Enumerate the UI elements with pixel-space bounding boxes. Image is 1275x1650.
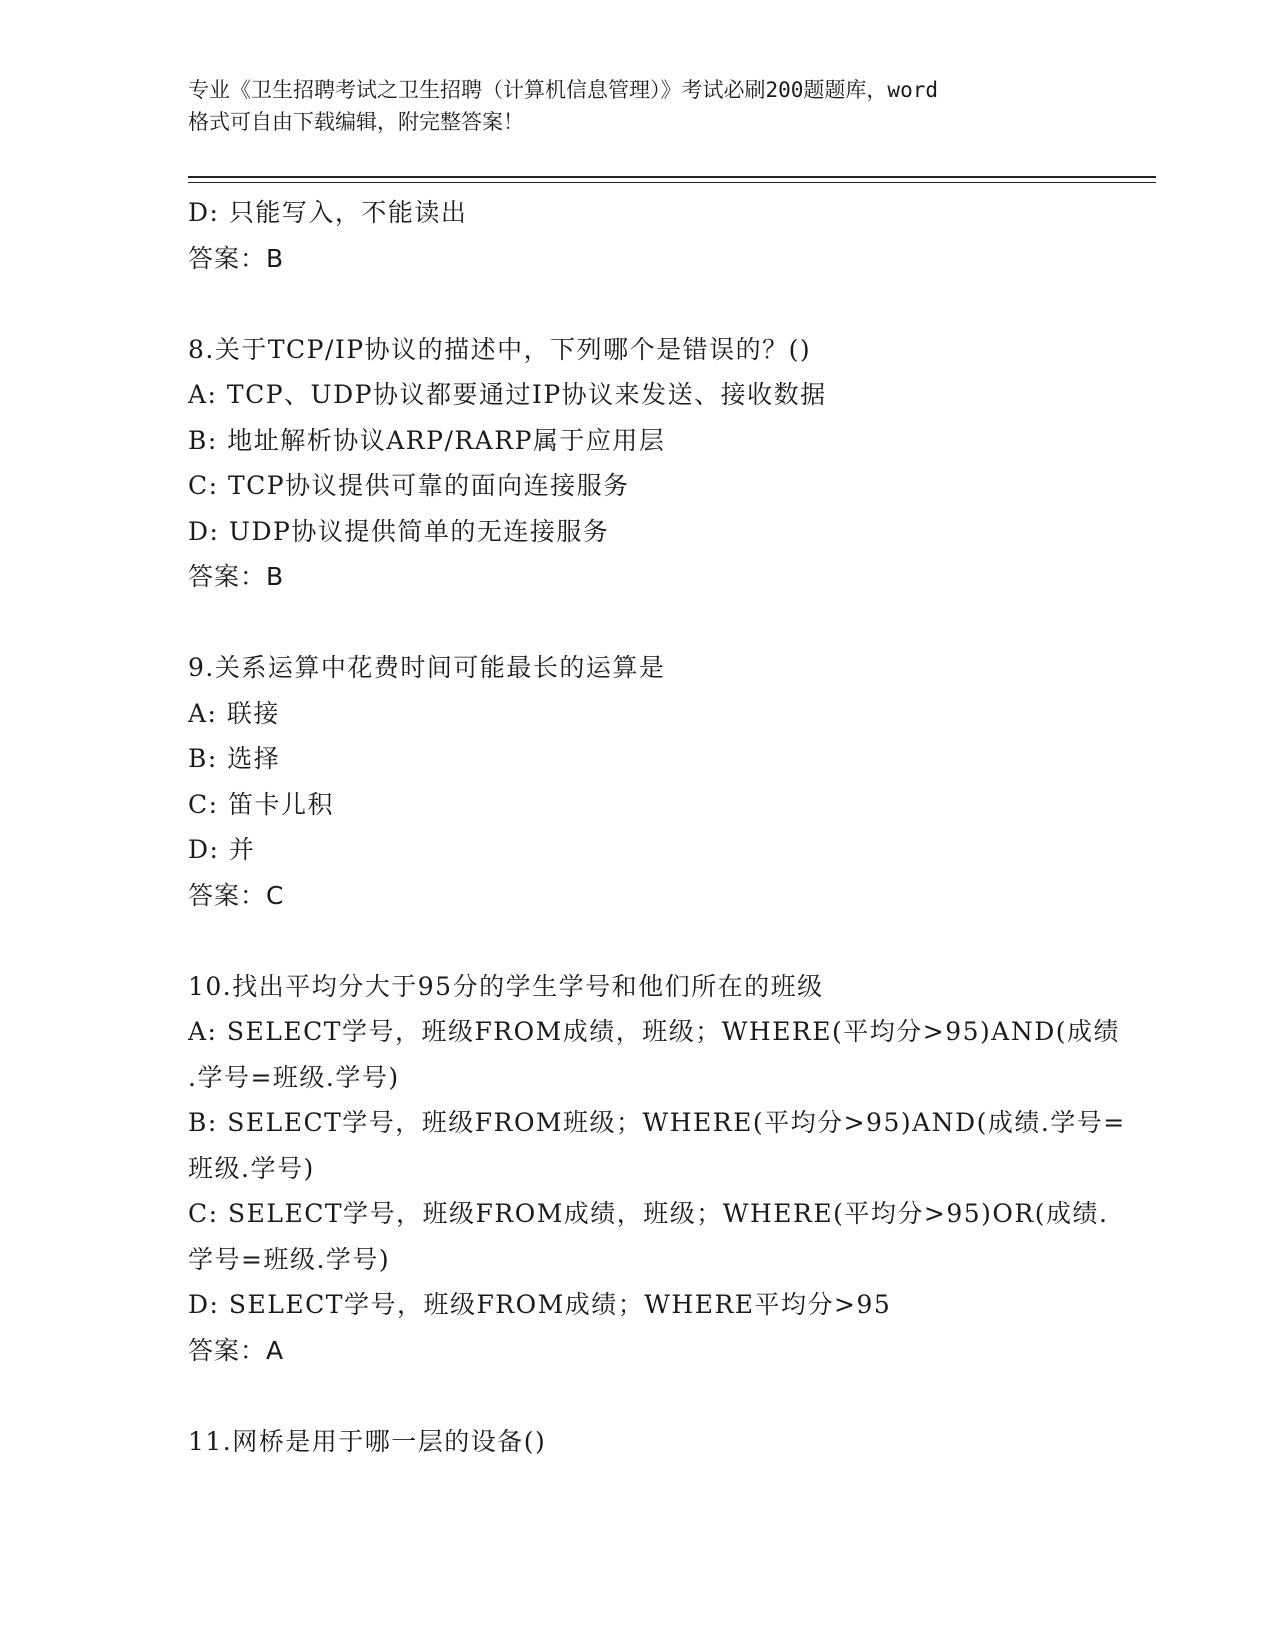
q8-option-a: A: TCP、UDP协议都要通过IP协议来发送、接收数据 [188, 380, 827, 409]
header-title-line-1: 专业《卫生招聘考试之卫生招聘（计算机信息管理）》考试必刷200题题库，word [188, 78, 938, 102]
q10-answer: 答案：A [188, 1335, 285, 1365]
q9-stem: 9.关系运算中花费时间可能最长的运算是 [188, 653, 666, 682]
spacer [188, 1373, 1088, 1419]
q9-option-a: A: 联接 [188, 698, 280, 728]
spacer [188, 918, 1088, 964]
question-content [188, 190, 1126, 1464]
q10-option-a-line-2: .学号=班级.学号) [188, 1062, 400, 1092]
q8-stem: 8.关于TCP/IP协议的描述中，下列哪个是错误的？() [188, 334, 812, 364]
q10-option-b-line-2: 班级.学号) [188, 1153, 315, 1183]
prev-option-d: D: 只能写入，不能读出 [188, 198, 468, 227]
q10-option-c-line-2: 学号=班级.学号) [188, 1244, 391, 1274]
q8-option-d: D: UDP协议提供简单的无连接服务 [188, 516, 610, 546]
q8-option-b: B: 地址解析协议ARP/RARP属于应用层 [188, 425, 666, 455]
header-title-line-2: 格式可自由下载编辑，附完整答案！ [188, 110, 524, 134]
q9-option-d: D: 并 [188, 835, 256, 864]
spacer [188, 600, 1088, 646]
q10-option-b-line-1: B: SELECT学号，班级FROM班级；WHERE(平均分>95)AND(成绩.学号= [188, 1108, 1126, 1137]
q8-answer: 答案：B [188, 562, 285, 591]
q11-stem: 11.网桥是用于哪一层的设备() [188, 1426, 547, 1456]
q10-option-d: D: SELECT学号，班级FROM成绩；WHERE平均分>95 [188, 1290, 892, 1319]
q9-answer: 答案：C [188, 880, 285, 910]
q9-option-b: B: 选择 [188, 744, 281, 773]
document-header [188, 74, 1088, 138]
header-divider-thin [188, 182, 1156, 183]
q10-stem: 10.找出平均分大于95分的学生学号和他们所在的班级 [188, 971, 824, 1001]
q10-option-c-line-1: C: SELECT学号，班级FROM成绩，班级；WHERE(平均分>95)OR(成绩. [188, 1199, 1109, 1228]
q10-option-a-line-1: A: SELECT学号，班级FROM成绩，班级；WHERE(平均分>95)AND(成绩 [188, 1017, 1121, 1046]
header-divider-thick [188, 176, 1156, 178]
spacer [188, 281, 1088, 327]
q9-option-c: C: 笛卡儿积 [188, 789, 334, 819]
prev-answer: 答案：B [188, 243, 285, 273]
q8-option-c: C: TCP协议提供可靠的面向连接服务 [188, 471, 630, 500]
